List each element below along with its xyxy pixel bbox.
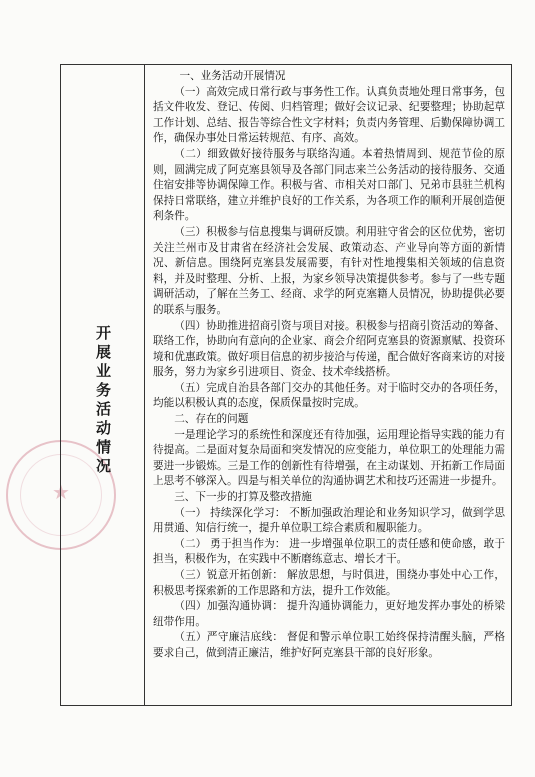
paragraph-3-3: （三）锐意开拓创新： 解放思想，与时俱进，围绕办事处中心工作，积极思考探索新的工作思路和方法，提升工作效能。 bbox=[153, 569, 505, 597]
paragraph-2: 一是理论学习的系统性和深度还有待加强，运用理论指导实践的能力有待提高。二是面对复杂局面和突发情况的应变能力，单位职工的处理能力需要进一步锻炼。三是工作的创新性有待增强，在主动谋划、开拓新工作局面上思考不够深入。四是与相关单位的沟通协调艺术和技巧还需进一步提升。 bbox=[153, 428, 505, 488]
section-heading-2: 二、存在的问题 bbox=[174, 413, 249, 426]
form-table bbox=[60, 64, 512, 706]
row-label: 开展业务活动情况 bbox=[94, 325, 112, 477]
paragraph-1-1: （一）高效完成日常行政与事务性工作。认真负责地处理日常事务，包括文件收发、登记、传阅、归档管理；做好会议记录、纪要整理；协助起草工作计划、总结、报告等综合性文字材料；负责内务管理、后勤保障协调工作，确保办事处日常运转规范、有序、高效。 bbox=[153, 85, 505, 145]
content-cell bbox=[153, 69, 505, 662]
paragraph-3-2: （二） 勇于担当作为： 进一步增强单位职工的责任感和使命感，敢于担当，积极作为，在实践中不断磨练意志、增长才干。 bbox=[153, 537, 505, 566]
section-heading-1: 一、业务活动开展情况 bbox=[179, 70, 286, 82]
paragraph-1-4: （四）协助推进招商引资与项目对接。积极参与招商引资活动的筹备、联络工作，协助向有意向的企业家、商会介绍阿克塞县的资源禀赋、投资环境和优惠政策。做好项目信息的初步接洽与传递，配合做好客商来访的对接服务，努力为家乡引进项目、资金、技术牵线搭桥。 bbox=[153, 319, 505, 379]
paragraph-1-3: （三）积极参与信息搜集与调研反馈。利用驻守省会的区位优势，密切关注兰州市及甘肃省在经济社会发展、政策动态、产业导向等方面的新情况、新信息。围绕阿克塞县发展需要，有针对性地搜集相关领域的信息资料，并及时整理、分析、上报，为家乡领导决策提供参考。参与了一些专题调研活动，了解在兰务工、经商、求学的阿克塞籍人员情况，协助提供必要的联系与服务。 bbox=[153, 225, 505, 316]
paragraph-1-5: （五）完成自治县各部门交办的其他任务。对于临时交办的各项任务，均能以积极认真的态度，保质保量按时完成。 bbox=[153, 381, 505, 410]
section-heading-3: 三、下一步的打算及整改措施 bbox=[174, 491, 312, 504]
paragraph-3-1: （一） 持续深化学习： 不断加强政治理论和业务知识学习，做到学思用贯通、知信行统一，提升单位职工综合素质和履职能力。 bbox=[153, 506, 505, 535]
paragraph-3-4: （四）加强沟通协调： 提升沟通协调能力，更好地发挥办事处的桥梁纽带作用。 bbox=[153, 600, 505, 628]
label-column bbox=[61, 65, 145, 705]
seal-star-icon: ★ bbox=[52, 480, 70, 504]
paragraph-1-2: （二）细致做好接待服务与联络沟通。本着热情周到、规范节俭的原则，圆满完成了阿克塞县领导及各部门同志来兰公务活动的接待服务、交通住宿安排等协调保障工作。积极与省、市相关对口部门、兄弟市县驻兰机构保持日常联络，建立并维护良好的工作关系，为各项工作的顺利开展创造便利条件。 bbox=[153, 147, 505, 223]
paragraph-3-5: （五）严守廉洁底线： 督促和警示单位职工始终保持清醒头脑，严格要求自己，做到清正廉洁，维护好阿克塞县干部的良好形象。 bbox=[153, 631, 505, 659]
